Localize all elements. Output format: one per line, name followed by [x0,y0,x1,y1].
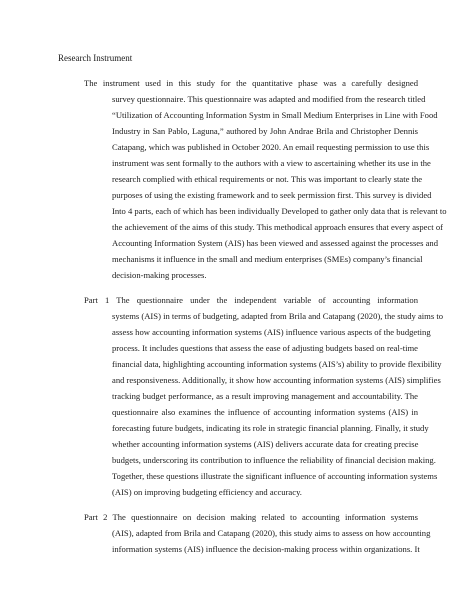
paragraph-line: questionnaire also examines the influence of accounting information systems (AIS) in [112,407,418,417]
paragraph-line: information systems (AIS) influence the decision-making process within organizations. It [112,544,420,554]
paragraph-line: purposes of using the existing framework and to seek permission first. This survey is divided [112,190,432,200]
paragraph-line: the achievement of the aims of this study. This methodical approach ensures that every aspect of [112,222,443,232]
section-heading: Research Instrument [58,53,133,63]
paragraph-line: tracking budget performance, as a result improving management and accountability. The [112,391,418,401]
paragraph-line: whether accounting information systems (AIS) delivers accurate data for creating precise [112,439,419,449]
paragraph-line: “Utilization of Accounting Information Systm in Small Medium Enterprises in Line with Food [112,110,438,120]
paragraph-line: mechanisms it influence in the small and medium enterprises (SMEs) company’s financial [112,254,423,264]
paragraph-line: financial data, highlighting accounting information systems (AIS’s) ability to provide flexibility [112,359,442,369]
paragraph-line: Catapang, which was published in October 2020. An email requesting permission to use this [112,142,430,152]
paragraph-line: systems (AIS) in terms of budgeting, adapted from Brila and Catapang (2020), the study aims to [112,311,444,321]
paragraph-line: forecasting future budgets, indicating its role in strategic financial planning. Finally, it study [112,423,429,433]
paragraph-line: assess how accounting information systems (AIS) influence various aspects of the budgeting [112,327,431,337]
paragraph-line: (AIS) on improving budgeting efficiency and accuracy. [112,487,302,497]
paragraph-line: Into 4 parts, each of which has been individually Developed to gather only data that is relevant to [112,206,447,216]
paragraph-line: The instrument used in this study for the quantitative phase was a carefully designed [84,78,418,88]
paragraph-line: research complied with ethical requirements or not. This was important to clearly state the [112,174,423,184]
paragraph-line: Accounting Information System (AIS) has been viewed and assessed against the processes and [112,238,439,248]
paragraph-line: process. It includes questions that assess the ease of adjusting budgets based on real-time [112,343,418,353]
paragraph-line: Industry in San Pablo, Laguna,” authored by John Andrae Brila and Christopher Dennis [112,126,418,136]
paragraph-line: survey questionnaire. This questionnaire was adapted and modified from the research titled [112,94,426,104]
paragraph-line: (AIS), adapted from Brila and Catapang (2020), this study aims to assess on how accounting [112,528,431,538]
paragraph-line: decision-making processes. [112,270,207,280]
paragraph-line: budgets, underscoring its contribution to influence the reliability of financial decision making. [112,455,436,465]
paragraph-line: Part 2 The questionnaire on decision making related to accounting information systems [84,512,418,522]
paragraph-line: and responsiveness. Additionally, it show how accounting information systems (AIS) simplifies [112,375,441,385]
paragraph-line: Together, these questions illustrate the significant influence of accounting information systems [112,471,438,481]
paragraph-line: Part 1 The questionnaire under the independent variable of accounting information [84,295,418,305]
paragraph-line: instrument was sent formally to the authors with a view to ascertaining whether its use in the [112,158,431,168]
